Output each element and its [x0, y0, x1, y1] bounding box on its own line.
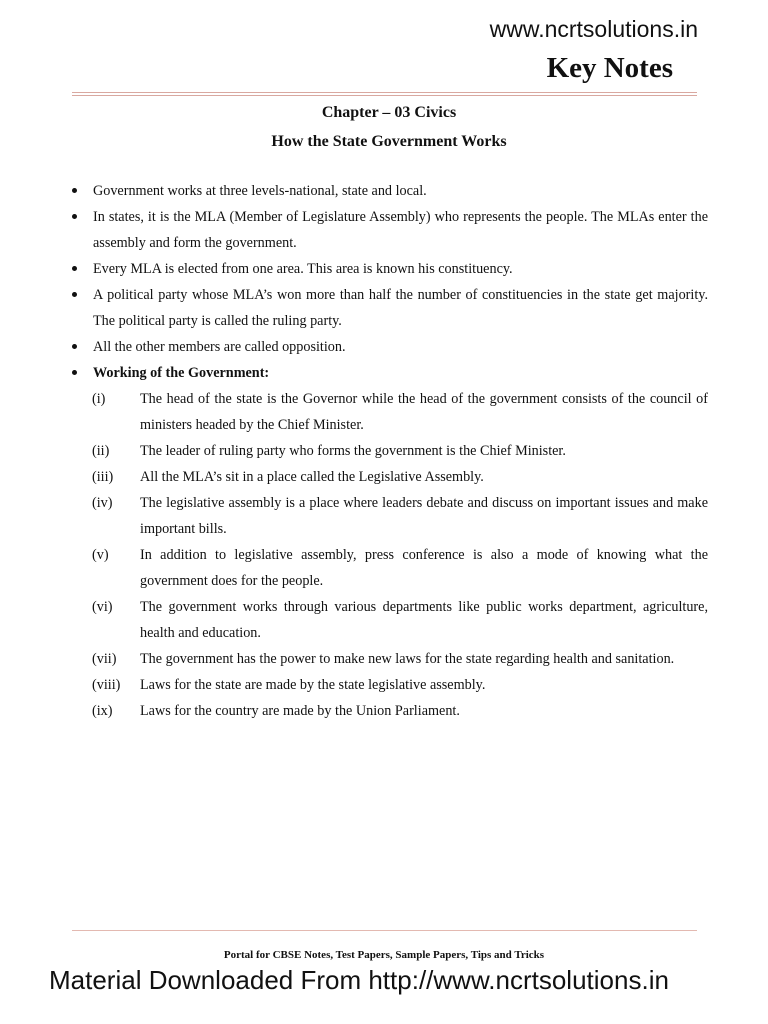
item-number: (iv) — [92, 495, 113, 511]
bullet-text: All the other members are called opposition. — [93, 339, 346, 355]
list-item — [70, 438, 708, 464]
item-number: (vi) — [92, 599, 113, 615]
bullet-icon — [72, 266, 77, 271]
page-subtitle: How the State Government Works — [271, 133, 507, 150]
bullet-text: A political party whose MLA’s won more than half the number of constituencies in the state get majority. The political party is called the ruling party. — [93, 287, 708, 329]
bullet-item — [70, 282, 708, 334]
item-text: The head of the state is the Governor while the head of the government consists of the council of ministers headed by the Chief Minister. — [140, 391, 708, 433]
item-text: The legislative assembly is a place where leaders debate and discuss on important issues and make important bills. — [140, 495, 708, 537]
item-number: (vii) — [92, 651, 117, 667]
list-item — [70, 490, 708, 542]
list-item — [70, 698, 708, 724]
footer-divider — [72, 930, 697, 931]
item-number: (v) — [92, 547, 109, 563]
item-text: Laws for the country are made by the Union Parliament. — [140, 703, 460, 719]
list-item — [70, 464, 708, 490]
list-item — [70, 594, 708, 646]
bullet-item — [70, 178, 708, 204]
item-number: (ii) — [92, 443, 110, 459]
item-text: The government works through various departments like public works department, agriculture, health and education. — [140, 599, 708, 641]
chapter-title: Chapter – 03 Civics — [321, 104, 457, 121]
list-item — [70, 386, 708, 438]
item-text: The government has the power to make new laws for the state regarding health and sanitation. — [140, 651, 675, 667]
item-number: (viii) — [92, 677, 121, 693]
bullet-icon — [72, 344, 77, 349]
item-text: In addition to legislative assembly, press conference is also a mode of knowing what the government does for the people. — [140, 547, 708, 589]
key-notes-heading: Key Notes — [546, 52, 673, 84]
bullet-icon — [72, 370, 77, 375]
bullet-item — [70, 204, 708, 256]
item-text: All the MLA’s sit in a place called the Legislative Assembly. — [140, 469, 484, 485]
bullet-text: In states, it is the MLA (Member of Legislature Assembly) who represents the people. The MLAs enter the assembly and form the government. — [93, 209, 708, 251]
notes-content — [70, 178, 708, 724]
bullet-text: Government works at three levels-national, state and local. — [93, 183, 427, 199]
bullet-icon — [72, 214, 77, 219]
bullet-icon — [72, 188, 77, 193]
site-url[interactable]: www.ncrtsolutions.in — [489, 16, 698, 42]
item-number: (ix) — [92, 703, 113, 719]
item-number: (iii) — [92, 469, 114, 485]
bullet-icon — [72, 292, 77, 297]
item-text: The leader of ruling party who forms the government is the Chief Minister. — [140, 443, 566, 459]
list-item — [70, 672, 708, 698]
list-item — [70, 646, 708, 672]
footer-download-link[interactable]: Material Downloaded From http://www.ncrtsolutions.in — [49, 965, 669, 995]
bullet-item — [70, 360, 708, 386]
bullet-item — [70, 256, 708, 282]
bullet-item — [70, 334, 708, 360]
item-text: Laws for the state are made by the state legislative assembly. — [140, 677, 486, 693]
working-heading: Working of the Government: — [93, 365, 270, 381]
header-divider — [72, 92, 697, 96]
item-number: (i) — [92, 391, 106, 407]
list-item — [70, 542, 708, 594]
footer-portal-text: Portal for CBSE Notes, Test Papers, Sample Papers, Tips and Tricks — [223, 949, 545, 961]
bullet-text: Every MLA is elected from one area. This area is known his constituency. — [93, 261, 513, 277]
